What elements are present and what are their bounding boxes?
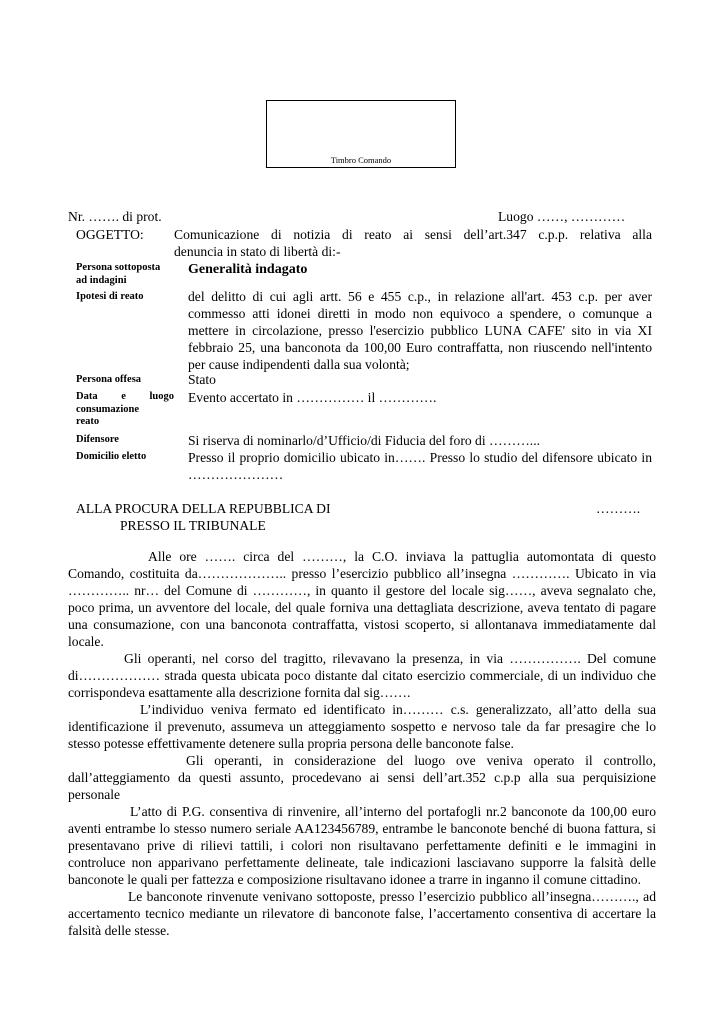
label-domicile: Domicilio eletto	[76, 451, 147, 462]
addressee-dots: ……….	[596, 501, 641, 516]
subject-line-2: denuncia in stato di libertà di:-	[174, 244, 341, 259]
value-defender: Si riserva di nominarlo/d’Ufficio/di Fiducia del foro di ………...	[188, 433, 540, 448]
label-defender: Difensore	[76, 434, 119, 445]
paragraph: Alle ore ……. circa del ………, la C.O. inviava la pattuglia automontata di questo Comando, costituita da……………….. presso l’esercizio pubblico all’insegna …………. Ubicato in via ………….. nr… del Comune di …………, in quanto il gestore del locale sig……, aveva segnalato che, poco prima, un avventore del locale, del quale forniva una dettagliata descrizione, aveva tentato di pagare una consumazione, con una banconota contraffatta, vistosi scoperto, si allontanava immediatamente dal locale.	[68, 549, 656, 649]
addressee-line-1: ALLA PROCURA DELLA REPUBBLICA DI	[76, 501, 331, 516]
value-offense: del delitto di cui agli artt. 56 e 455 c.p., in relazione all'art. 453 c.p. per aver commesso atti idonei diretti in modo non equivoco a spendere, o comunque a mettere in circolazione, presso l'esercizio pubblico LUNA CAFE' sito in via XI febbraio 25, una banconota da 100,00 Euro contraffatta, non riuscendo nell'intento per cause indipendenti dalla sua volontà;	[188, 289, 652, 372]
value-victim: Stato	[188, 372, 216, 387]
label-suspect: Persona sottoposta ad indagini	[76, 262, 161, 286]
value-domicile: Presso il proprio domicilio ubicato in……. Presso lo studio del difensore ubicato in …………………	[188, 450, 652, 482]
subject-line-1: Comunicazione di notizia di reato ai sensi dell’art.347 c.p.p. relativa alla	[174, 227, 652, 242]
paragraph: Le banconote rinvenute venivano sottoposte, presso l’esercizio pubblico all’insegna………., ad accertamento tecnico mediante un rilevatore di banconote false, l’accertamento consentiva di accertare la falsità delle stesse.	[68, 889, 656, 938]
value-suspect: Generalità indagato	[188, 262, 308, 277]
paragraph: Gli operanti, in considerazione del luogo ove veniva operato il controllo, dall’atteggiamento da questi assunto, procedevano ai sensi dell’art.352 c.p.p alla sua perquisizione personale	[68, 753, 656, 802]
value-date-place: Evento accertato in …………… il ………….	[188, 390, 437, 405]
label-offense: Ipotesi di reato	[76, 291, 144, 302]
place-date: Luogo ……, …………	[498, 209, 626, 224]
stamp-label: Timbro Comando	[330, 155, 392, 165]
report-body	[68, 548, 656, 939]
label-date-place: Data e luogo consumazione reato	[76, 391, 174, 427]
paragraph: Gli operanti, nel corso del tragitto, rilevavano la presenza, in via ……………. Del comune di……………… strada questa ubicata poco distante dal citato esercizio commerciale, di un individuo che corrispondeva esattamente alla descrizione fornita dal sig…….	[68, 651, 656, 700]
subject-label: OGGETTO:	[76, 227, 144, 242]
stamp-box	[266, 100, 456, 168]
paragraph: L’atto di P.G. consentiva di rinvenire, all’interno del portafogli nr.2 banconote da 100,00 euro aventi entrambe lo stesso numero seriale AA123456789, entrambe le banconote benché di buona fattura, si presentavano prive di rilievi tattili, i colori non risultavano perfettamente definiti e le immagini in controluce non apparivano perfettamente delineate, tale indicazioni lasciavano supporre la falsità delle banconote le quali per fattezza e composizione risultavano idonee a trarre in inganno il comune cittadino.	[68, 804, 656, 887]
addressee-line-2: PRESSO IL TRIBUNALE	[120, 518, 266, 533]
protocol-number: Nr. ……. di prot.	[68, 209, 162, 224]
paragraph: L’individuo veniva fermato ed identificato in……… c.s. generalizzato, all’atto della sua identificazione il prevenuto, assumeva un atteggiamento sospetto e nervoso tale da far presagire che lo stesso potesse effettivamente detenere sulla propria persona delle banconote false.	[68, 702, 656, 751]
label-victim: Persona offesa	[76, 374, 142, 385]
